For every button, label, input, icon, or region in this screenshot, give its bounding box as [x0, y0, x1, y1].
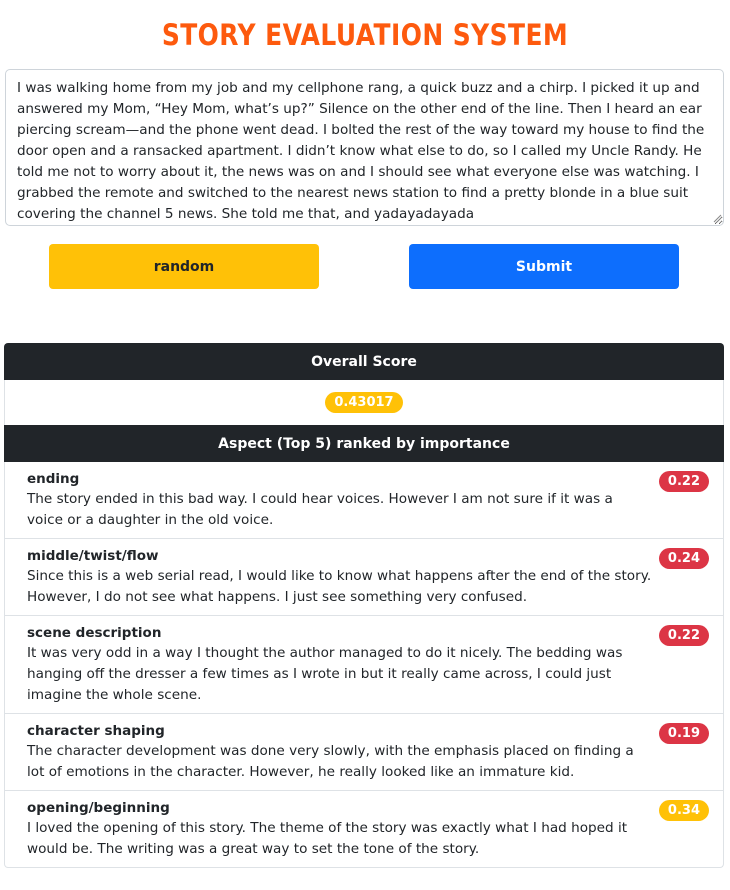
- random-button[interactable]: random: [49, 244, 319, 289]
- aspect-score-badge: 0.34: [659, 800, 709, 821]
- overall-score-body: [4, 380, 724, 425]
- submit-button[interactable]: Submit: [409, 244, 679, 289]
- aspect-item-middle-twist-flow: [5, 539, 723, 616]
- aspect-score-badge: 0.19: [659, 723, 709, 744]
- aspect-score-badge: 0.22: [659, 471, 709, 492]
- aspect-score-badge: 0.24: [659, 548, 709, 569]
- aspect-item-character-shaping: [5, 714, 723, 791]
- aspect-name: opening/beginning: [27, 800, 170, 816]
- resize-grip-icon[interactable]: [712, 213, 722, 223]
- aspect-text: Since this is a web serial read, I would like to know what happens after the end of the story. However, I do not see what happens. I just see something very confused.: [27, 568, 652, 605]
- aspect-text: I loved the opening of this story. The theme of the story was exactly what I had hoped it would be. The writing was a great way to set the tone of the story.: [27, 820, 628, 857]
- aspect-header: Aspect (Top 5) ranked by importance: [4, 425, 724, 462]
- aspect-text: It was very odd in a way I thought the author managed to do it nicely. The bedding was hanging off the dresser a few times as I wrote in but it really came across, I could just imagine the whole scene.: [27, 645, 623, 703]
- aspect-name: character shaping: [27, 723, 165, 739]
- aspect-list: [4, 462, 724, 868]
- aspect-item-scene-description: [5, 616, 723, 714]
- aspect-score-badge: 0.22: [659, 625, 709, 646]
- aspect-name: scene description: [27, 625, 162, 641]
- overall-score-badge: 0.43017: [325, 392, 402, 413]
- overall-score-header: Overall Score: [4, 343, 724, 380]
- aspect-text: The character development was done very slowly, with the emphasis placed on finding a lot of emotions in the character. However, he really looked like an immature kid.: [27, 743, 634, 780]
- story-textarea[interactable]: [5, 69, 724, 226]
- aspect-item-ending: [5, 462, 723, 539]
- page-title: STORY EVALUATION SYSTEM: [161, 18, 569, 52]
- aspect-item-opening-beginning: [5, 791, 723, 867]
- aspect-name: middle/twist/flow: [27, 548, 159, 564]
- aspect-text: The story ended in this bad way. I could hear voices. However I am not sure if it was a voice or a daughter in the old voice.: [27, 491, 613, 528]
- aspect-name: ending: [27, 471, 80, 487]
